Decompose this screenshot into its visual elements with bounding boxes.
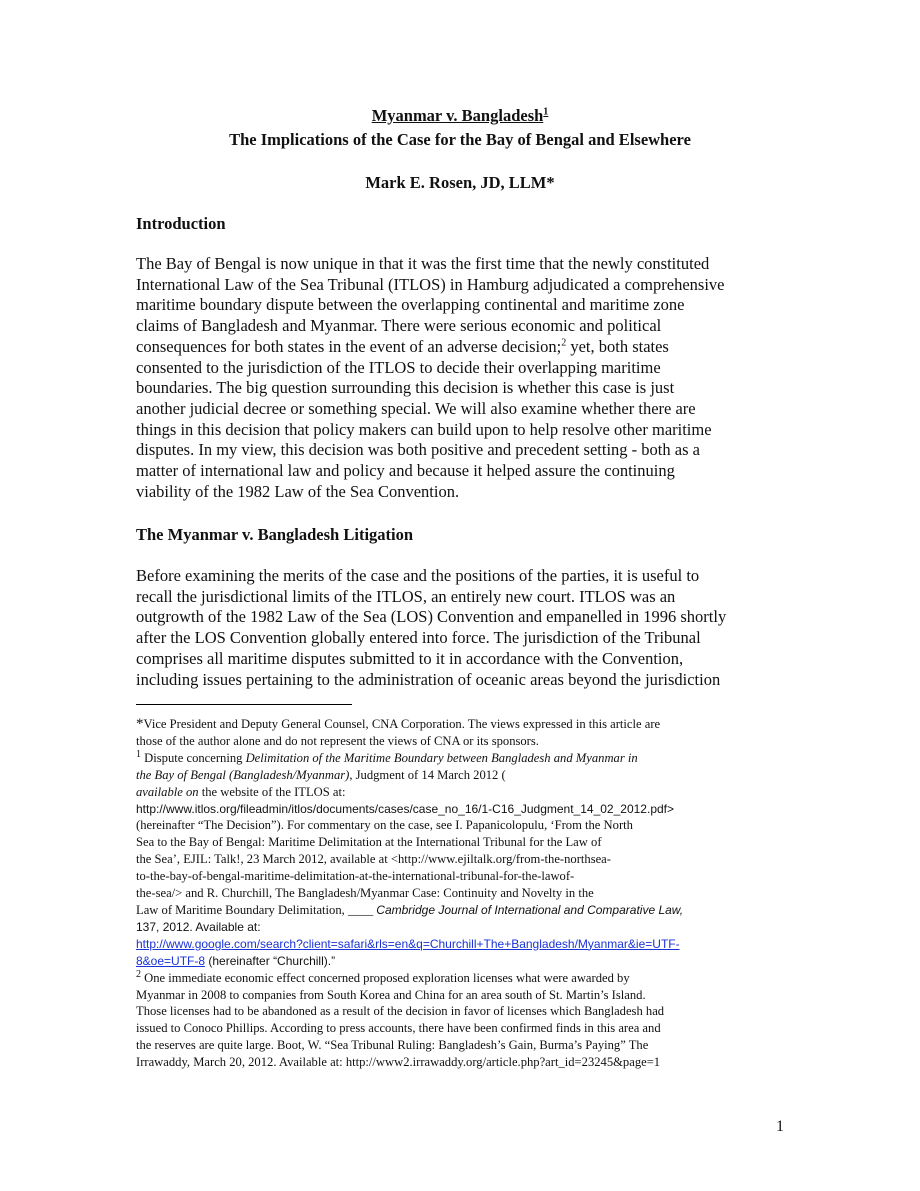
- text-line: after the LOS Convention globally entered into force. The jurisdiction of the Tribunal: [136, 628, 701, 648]
- churchill-link[interactable]: http://www.google.com/search?client=safari&rls=en&q=Churchill+The+Bangladesh/Myanmar&ie=UTF-: [136, 936, 680, 951]
- page-number: 1: [776, 1118, 784, 1135]
- footnote-2-marker: 2: [136, 968, 141, 980]
- text-line: Irrawaddy, March 20, 2012. Available at: http://www2.irrawaddy.org/article.php?art_id=23245&page=1: [136, 1055, 661, 1070]
- author-line: Mark E. Rosen, JD, LLM*: [365, 173, 555, 192]
- text-segment: Vice President and Deputy General Counsel, CNA Corporation. The views expressed in this article are: [143, 717, 661, 731]
- text-segment: (hereinafter “Churchill).”: [205, 953, 336, 968]
- text-segment: Delimitation of the Maritime Boundary between Bangladesh and Myanmar in: [245, 750, 638, 765]
- text-line: disputes. In my view, this decision was both positive and precedent setting - both as a: [136, 440, 700, 460]
- text-line: viability of the 1982 Law of the Sea Convention.: [136, 481, 460, 501]
- text-line: International Law of the Sea Tribunal (ITLOS) in Hamburg adjudicated a comprehensive: [136, 274, 725, 294]
- text-segment: Law of Maritime Boundary Delimitation, ____: [136, 902, 377, 917]
- footnote-star-line: [136, 716, 786, 733]
- footnote-star-marker: *: [136, 716, 144, 732]
- text-segment: the Bay of Bengal (Bangladesh/Myanmar): [136, 767, 350, 782]
- text-line: The Bay of Bengal is now unique in that it was the first time that the newly constituted: [136, 254, 710, 273]
- text-line: claims of Bangladesh and Myanmar. There were serious economic and political: [136, 316, 662, 336]
- footnote-ref-1[interactable]: 1: [543, 106, 549, 118]
- subtitle: The Implications of the Case for the Bay of Bengal and Elsewhere: [229, 130, 691, 149]
- footnote-2-line: [136, 970, 786, 987]
- text-line: outgrowth of the 1982 Law of the Sea (LOS) Convention and empanelled in 1996 shortly: [136, 607, 727, 627]
- section-heading-litigation: The Myanmar v. Bangladesh Litigation: [136, 525, 414, 544]
- footnote-1-marker: 1: [136, 748, 141, 760]
- text-line: another judicial decree or something special. We will also examine whether there are: [136, 398, 696, 418]
- footnote-divider: [136, 704, 352, 705]
- text-line: Sea to the Bay of Bengal: Maritime Delimitation at the International Tribunal for the Law of: [136, 835, 602, 850]
- text-line: [136, 767, 786, 784]
- text-line: maritime boundary dispute between the overlapping continental and maritime zone: [136, 295, 685, 315]
- text-line: things in this decision that policy makers can build upon to help resolve other maritime: [136, 419, 712, 439]
- text-segment: One immediate economic effect concerned proposed exploration licenses what were awarded by: [141, 970, 630, 985]
- churchill-link-cont[interactable]: 8&oe=UTF-8: [136, 953, 206, 968]
- litigation-paragraph: [136, 566, 786, 690]
- text-line: (hereinafter “The Decision”). For commentary on the case, see I. Papanicolopulu, ‘From the North: [136, 818, 633, 833]
- case-title: [0, 106, 920, 126]
- text-line: comprises all maritime disputes submitted to it in accordance with the Convention,: [136, 648, 684, 668]
- text-segment: yet, both states: [566, 336, 669, 356]
- text-line: matter of international law and policy and because it helped assure the continuing: [136, 461, 675, 481]
- text-line: consented to the jurisdiction of the ITLOS to decide their overlapping maritime: [136, 357, 661, 377]
- text-line: those of the author alone and do not represent the views of CNA or its sponsors.: [136, 733, 539, 748]
- text-line: boundaries. The big question surrounding this decision is whether this case is just: [136, 378, 675, 398]
- text-line: the reserves are quite large. Boot, W. “Sea Tribunal Ruling: Bangladesh’s Gain, Burma’s Paying” The: [136, 1038, 649, 1053]
- text-segment: , Judgment of 14 March 2012 (: [349, 767, 506, 782]
- section-heading-introduction: Introduction: [136, 214, 226, 233]
- text-segment: the website of the ITLOS at:: [198, 784, 346, 799]
- journal-title: Cambridge Journal of International and Comparative Law,: [376, 902, 684, 917]
- text-segment: available on: [136, 784, 199, 799]
- text-line: recall the jurisdictional limits of the ITLOS, an entirely new court. ITLOS was an: [136, 586, 676, 606]
- text-segment: consequences for both states in the event of an adverse decision;: [136, 336, 562, 356]
- text-line: issued to Conoco Phillips. According to press accounts, there have been confirmed finds in this area and: [136, 1021, 661, 1036]
- itlos-url[interactable]: http://www.itlos.org/fileadmin/itlos/documents/cases/case_no_16/1-C16_Judgment_14_02_2012.pdf>: [136, 801, 675, 816]
- text-line: Myanmar in 2008 to companies from South Korea and China for an area south of St. Martin’s Island.: [136, 987, 646, 1002]
- text-line: [136, 902, 786, 919]
- text-line: to-the-bay-of-bengal-maritime-delimitation-at-the-international-tribunal-for-the-lawof-: [136, 869, 575, 884]
- footnote-ref-2[interactable]: 2: [561, 337, 567, 349]
- text-line: the-sea/> and R. Churchill, The Bangladesh/Myanmar Case: Continuity and Novelty in the: [136, 886, 594, 901]
- case-title-text: Myanmar v. Bangladesh: [371, 106, 544, 125]
- text-line: including issues pertaining to the administration of oceanic areas beyond the jurisdiction: [136, 669, 721, 689]
- text-line: Those licenses had to be abandoned as a result of the decision in favor of licenses which Bangladesh had: [136, 1004, 665, 1019]
- footnote-1-line: [136, 750, 786, 767]
- text-line: the Sea’, EJIL: Talk!, 23 March 2012, available at <http://www.ejiltalk.org/from-the-northsea-: [136, 852, 611, 867]
- footnotes: [136, 716, 786, 1071]
- text-line: 137, 2012. Available at:: [136, 919, 261, 934]
- text-line: [136, 784, 786, 801]
- text-segment: Dispute concerning: [141, 750, 246, 765]
- text-line: [136, 953, 786, 970]
- intro-paragraph: [136, 254, 786, 502]
- text-line: [136, 337, 786, 358]
- text-line: Before examining the merits of the case and the positions of the parties, it is useful to: [136, 566, 700, 585]
